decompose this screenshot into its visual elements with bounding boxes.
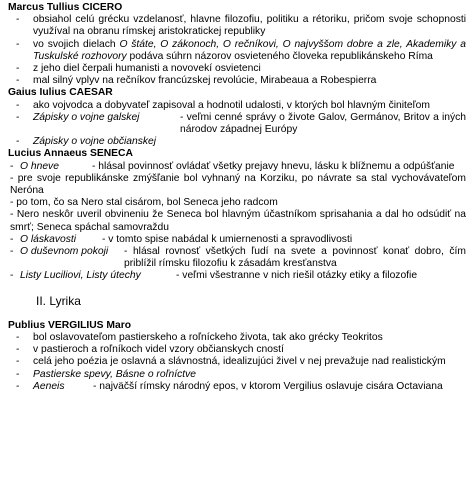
list-item: - mal silný vplyv na rečníkov francúzskej revolúcie, Mirabeaua a Robespierra — [8, 75, 466, 87]
author-heading-caesar: Gaius Iulius CAESAR — [8, 87, 113, 99]
list-item-text: z jeho diel čerpali humanisti a novovekí osvietenci — [33, 63, 261, 75]
work-title: Zápisky o vojne galskej — [33, 111, 140, 123]
list-item: - bol oslavovateľom pastierskeho a roľníckeho života, tak ako grécky Teokritos — [8, 332, 466, 344]
work-titles: O štáte, O zákonoch, O rečníkovi, O najvyššom dobre a zle, Akademiky a Tuskulské rozhovory — [33, 38, 466, 62]
list-item: - O hneve - hlásal povinnosť ovládať všetky prejavy hnevu, lásku k blížnemu a odpúšťanie — [8, 161, 466, 173]
cicero-list — [8, 14, 466, 87]
work-description: - veľmi cenné správy o živote Galov, Germánov, Britov a iných národov západnej Európy — [180, 111, 466, 136]
work-description: - hlásal rovnosť všetkých ľudí na svete a povinnosť konať dobro, čím priblížil rímsku filozofiu k zásadám kresťanstva — [124, 246, 466, 270]
author-heading-cicero: Marcus Tullius CICERO — [8, 2, 123, 13]
list-item: - v pastieroch a roľníkoch videl vzory občianskych cností — [8, 344, 466, 356]
list-item: - Zápisky o vojne galskej - veľmi cenné správy o živote Galov, Germánov, Britov a iných národov západnej Európy — [16, 111, 466, 136]
work-title: Listy Luciliovi, Listy útechy — [20, 270, 141, 282]
list-item-text: vo svojich dielach O štáte, O zákonoch, O rečníkovi, O najvyššom dobre a zle, Akademiky a Tuskulské rozhovory podáva súhrn názorov osvieteného človeka republikánskeho Ríma — [33, 38, 466, 62]
work-title: Zápisky o vojne občianskej — [33, 136, 157, 148]
list-item-text: celá jeho poézia je oslavná a slávnostná, idealizujúci živel v nej prevažuje nad realistickým — [33, 356, 446, 368]
paragraph: - pre svoje republikánske zmýšľanie bol vyhnaný na Korziku, po návrate sa stal vychovávateľom Neróna — [10, 172, 466, 197]
vergilius-list — [8, 332, 466, 393]
work-title: O duševnom pokoji — [20, 246, 109, 258]
work-description: - hlásal povinnosť ovládať všetky prejavy hnevu, lásku k blížnemu a odpúšťanie — [92, 160, 455, 172]
paragraph: - po tom, čo sa Nero stal cisárom, bol Seneca jeho radcom — [10, 197, 278, 209]
work-description: - v tomto spise nabádal k umiernenosti a spravodlivosti — [102, 233, 353, 245]
seneca-list — [8, 161, 466, 173]
caesar-list — [8, 100, 466, 149]
list-item: - O duševnom pokoji - hlásal rovnosť všetkých ľudí na svete a povinnosť konať dobro, čím priblížil rímsku filozofiu k zásadám kresťanstva — [10, 246, 466, 270]
list-item: - celá jeho poézia je oslavná a slávnostná, idealizujúci živel v nej prevažuje nad realistickým — [8, 356, 466, 368]
list-item-text: ako vojvodca a dobyvateľ zapisoval a hodnotil udalosti, v ktorých bol hlavným činiteľom — [33, 99, 430, 111]
list-item-text: bol oslavovateľom pastierskeho a roľníckeho života, tak ako grécky Teokritos — [33, 332, 383, 344]
list-item: - Pastierske spevy, Básne o roľníctve — [8, 369, 466, 381]
list-item: - O láskavosti - v tomto spise nabádal k umiernenosti a spravodlivosti — [8, 234, 466, 246]
list-item: - Zápisky o vojne občianskej — [8, 136, 466, 148]
list-item-text: v pastieroch a roľníkoch videl vzory občianskych cností — [33, 344, 284, 356]
list-item-text: mal silný vplyv na rečníkov francúzskej revolúcie, Mirabeaua a Robespierra — [33, 75, 377, 87]
list-item: - z jeho diel čerpali humanisti a novovekí osvietenci — [8, 63, 466, 75]
work-title: O láskavosti — [20, 233, 77, 245]
work-title: O hneve — [20, 160, 59, 172]
work-description: - najväčší rímsky národný epos, v ktorom Vergilius oslavuje cisára Octaviana — [93, 380, 443, 392]
work-description: - veľmi všestranne v nich riešil otázky etiky a filozofie — [176, 270, 418, 282]
list-item-text: obsiahol celú grécku vzdelanosť, hlavne filozofiu, politiku a rétoriku, pričom svoje schopnosti využíval na obranu rímskej aristokratickej republiky — [33, 14, 466, 38]
author-heading-seneca: Lucius Annaeus SENECA — [8, 148, 133, 160]
seneca-works-list — [8, 234, 466, 283]
seneca-paragraphs — [8, 173, 466, 234]
paragraph: - Nero neskôr uveril obvineniu že Seneca bol hlavným účastníkom sprisahania a dal ho odsúdiť na smrť; Seneca spáchal samovraždu — [10, 209, 466, 233]
list-item: - ako vojvodca a dobyvateľ zapisoval a hodnotil udalosti, v ktorých bol hlavným činiteľom — [8, 100, 466, 112]
work-title: Aeneis — [33, 380, 65, 392]
list-item: - Listy Luciliovi, Listy útechy - veľmi všestranne v nich riešil otázky etiky a filozofie — [8, 270, 466, 282]
list-item: - Aeneis - najväčší rímsky národný epos, v ktorom Vergilius oslavuje cisára Octaviana — [8, 381, 466, 393]
section-heading: II. Lyrika — [36, 293, 81, 308]
list-item: - vo svojich dielach O štáte, O zákonoch, O rečníkovi, O najvyššom dobre a zle, Akademiky a Tuskulské rozhovory podáva súhrn názorov osvieteného človeka republikánskeho Ríma — [16, 38, 466, 62]
work-title: Pastierske spevy, Básne o roľníctve — [33, 368, 196, 380]
list-item: - obsiahol celú grécku vzdelanosť, hlavne filozofiu, politiku a rétoriku, pričom svoje schopnosti využíval na obranu rímskej aristokratickej republiky — [16, 14, 466, 38]
author-heading-vergilius: Publius VERGILIUS Maro — [8, 319, 132, 331]
